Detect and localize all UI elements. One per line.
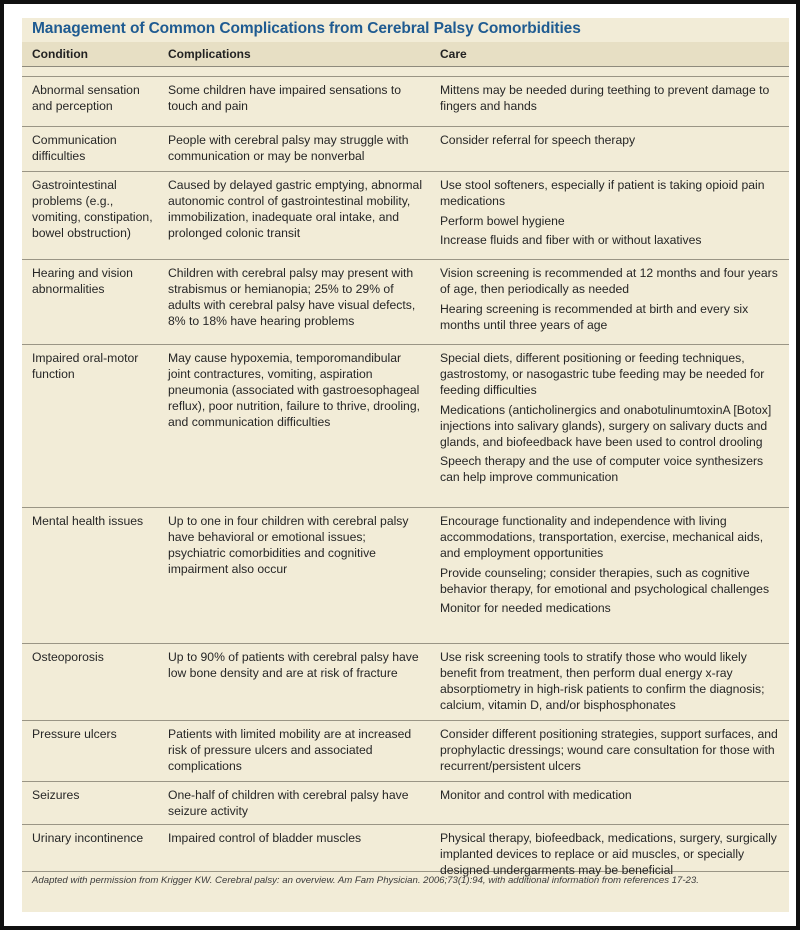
header-care: Care <box>440 47 467 61</box>
table-row <box>22 643 789 721</box>
table-panel <box>22 18 789 912</box>
care-item: Encourage functionality and independence with living accommodations, transportation, exercise, mechanical aids, and employment opportunities <box>440 514 764 560</box>
care-item: Monitor and control with medication <box>440 788 632 802</box>
row-condition: Abnormal sensation and perception <box>32 83 140 113</box>
care-item: Perform bowel hygiene <box>440 213 565 228</box>
care-item: Medications (anticholinergics and onabotulinumtoxinA [Botox] injections into salivary glands), surgery on salivary ducts and glands, and biofeedback have been used to control drooling <box>440 402 772 449</box>
row-care <box>440 177 780 252</box>
care-item: Consider referral for speech therapy <box>440 133 636 147</box>
care-item: Monitor for needed medications <box>440 601 611 615</box>
row-condition: Hearing and vision abnormalities <box>32 266 133 296</box>
row-complications: Some children have impaired sensations to touch and pain <box>168 83 402 113</box>
care-item: Consider different positioning strategies, support surfaces, and prophylactic dressings; wound care consultation for those with recurrent/persistent ulcers <box>440 727 778 773</box>
row-condition: Impaired oral-motor function <box>32 351 139 381</box>
header-complications: Complications <box>168 47 251 61</box>
row-complications: People with cerebral palsy may struggle with communication or may be nonverbal <box>168 133 409 163</box>
care-item: Use risk screening tools to stratify those who would likely benefit from treatment, then perform dual energy x-ray absorptiometry in high-risk patients to confirm the diagnosis; calcium, vitamin D, and/or bisphosphonates <box>440 650 765 712</box>
table-row <box>22 507 789 644</box>
care-item: Special diets, different positioning or feeding techniques, gastrostomy, or nasogastric tube feeding may be needed for feeding difficulties <box>440 351 765 397</box>
row-condition: Osteoporosis <box>32 650 104 664</box>
row-complications: Up to one in four children with cerebral palsy have behavioral or emotional issues; psychiatric comorbidities and cognitive impairment also occur <box>168 514 409 576</box>
row-care <box>440 787 780 807</box>
row-condition: Mental health issues <box>32 514 144 528</box>
row-complications: Impaired control of bladder muscles <box>168 831 362 845</box>
row-care <box>440 265 780 336</box>
table-row <box>22 720 789 782</box>
row-complications: One-half of children with cerebral palsy have seizure activity <box>168 788 409 818</box>
row-condition: Urinary incontinence <box>32 831 144 845</box>
table-row <box>22 126 789 172</box>
table-row <box>22 76 789 127</box>
row-care <box>440 649 780 717</box>
table-header <box>22 42 789 67</box>
table-row <box>22 171 789 260</box>
care-item: Use stool softeners, especially if patient is taking opioid pain medications <box>440 178 765 208</box>
row-complications: Children with cerebral palsy may present with strabismus or hemianopia; 25% to 29% of adults with cerebral palsy have visual defects, 8% to 18% have hearing problems <box>168 266 416 328</box>
table-row <box>22 259 789 345</box>
table-row <box>22 824 789 877</box>
header-condition: Condition <box>32 47 88 61</box>
care-item: Mittens may be needed during teething to prevent damage to fingers and hands <box>440 83 770 113</box>
table-row <box>22 781 789 825</box>
row-complications: Caused by delayed gastric emptying, abnormal autonomic control of gastrointestinal mobility, immobilization, inadequate oral intake, and prolonged colonic transit <box>168 178 423 240</box>
table-row <box>22 344 789 508</box>
table-footnote: Adapted with permission from Krigger KW. Cerebral palsy: an overview. Am Fam Physician. 2006;73(1):94, with additional information from references 17-23. <box>32 875 699 886</box>
row-complications: May cause hypoxemia, temporomandibular joint contractures, vomiting, aspiration pneumonia (associated with gastroesophageal reflux), poor nutrition, failure to thrive, drooling, and communication difficulties <box>168 351 420 429</box>
care-item: Increase fluids and fiber with or without laxatives <box>440 233 702 247</box>
care-item: Physical therapy, biofeedback, medications, surgery, surgically implanted devices to replace or aid muscles, or specially designed undergarments may be beneficial <box>440 831 777 877</box>
care-item: Vision screening is recommended at 12 months and four years of age, then periodically as needed <box>440 266 778 296</box>
row-complications: Up to 90% of patients with cerebral palsy have low bone density and are at risk of fracture <box>168 650 419 680</box>
row-condition: Communication difficulties <box>32 133 117 163</box>
row-condition: Pressure ulcers <box>32 727 117 741</box>
row-care <box>440 132 780 152</box>
table-title: Management of Common Complications from Cerebral Palsy Comorbidities <box>32 20 581 37</box>
care-item: Provide counseling; consider therapies, such as cognitive behavior therapy, for emotional and psychological challenges <box>440 565 770 596</box>
row-care <box>440 726 780 778</box>
care-item: Hearing screening is recommended at birth and every six months until three years of age <box>440 301 749 332</box>
row-complications: Patients with limited mobility are at increased risk of pressure ulcers and associated complications <box>168 727 412 773</box>
row-care <box>440 513 780 620</box>
row-condition: Gastrointestinal problems (e.g., vomiting, constipation, bowel obstruction) <box>32 178 153 240</box>
row-care <box>440 82 780 118</box>
care-item: Speech therapy and the use of computer voice synthesizers can help improve communication <box>440 454 764 484</box>
row-condition: Seizures <box>32 788 80 802</box>
row-care <box>440 350 780 489</box>
